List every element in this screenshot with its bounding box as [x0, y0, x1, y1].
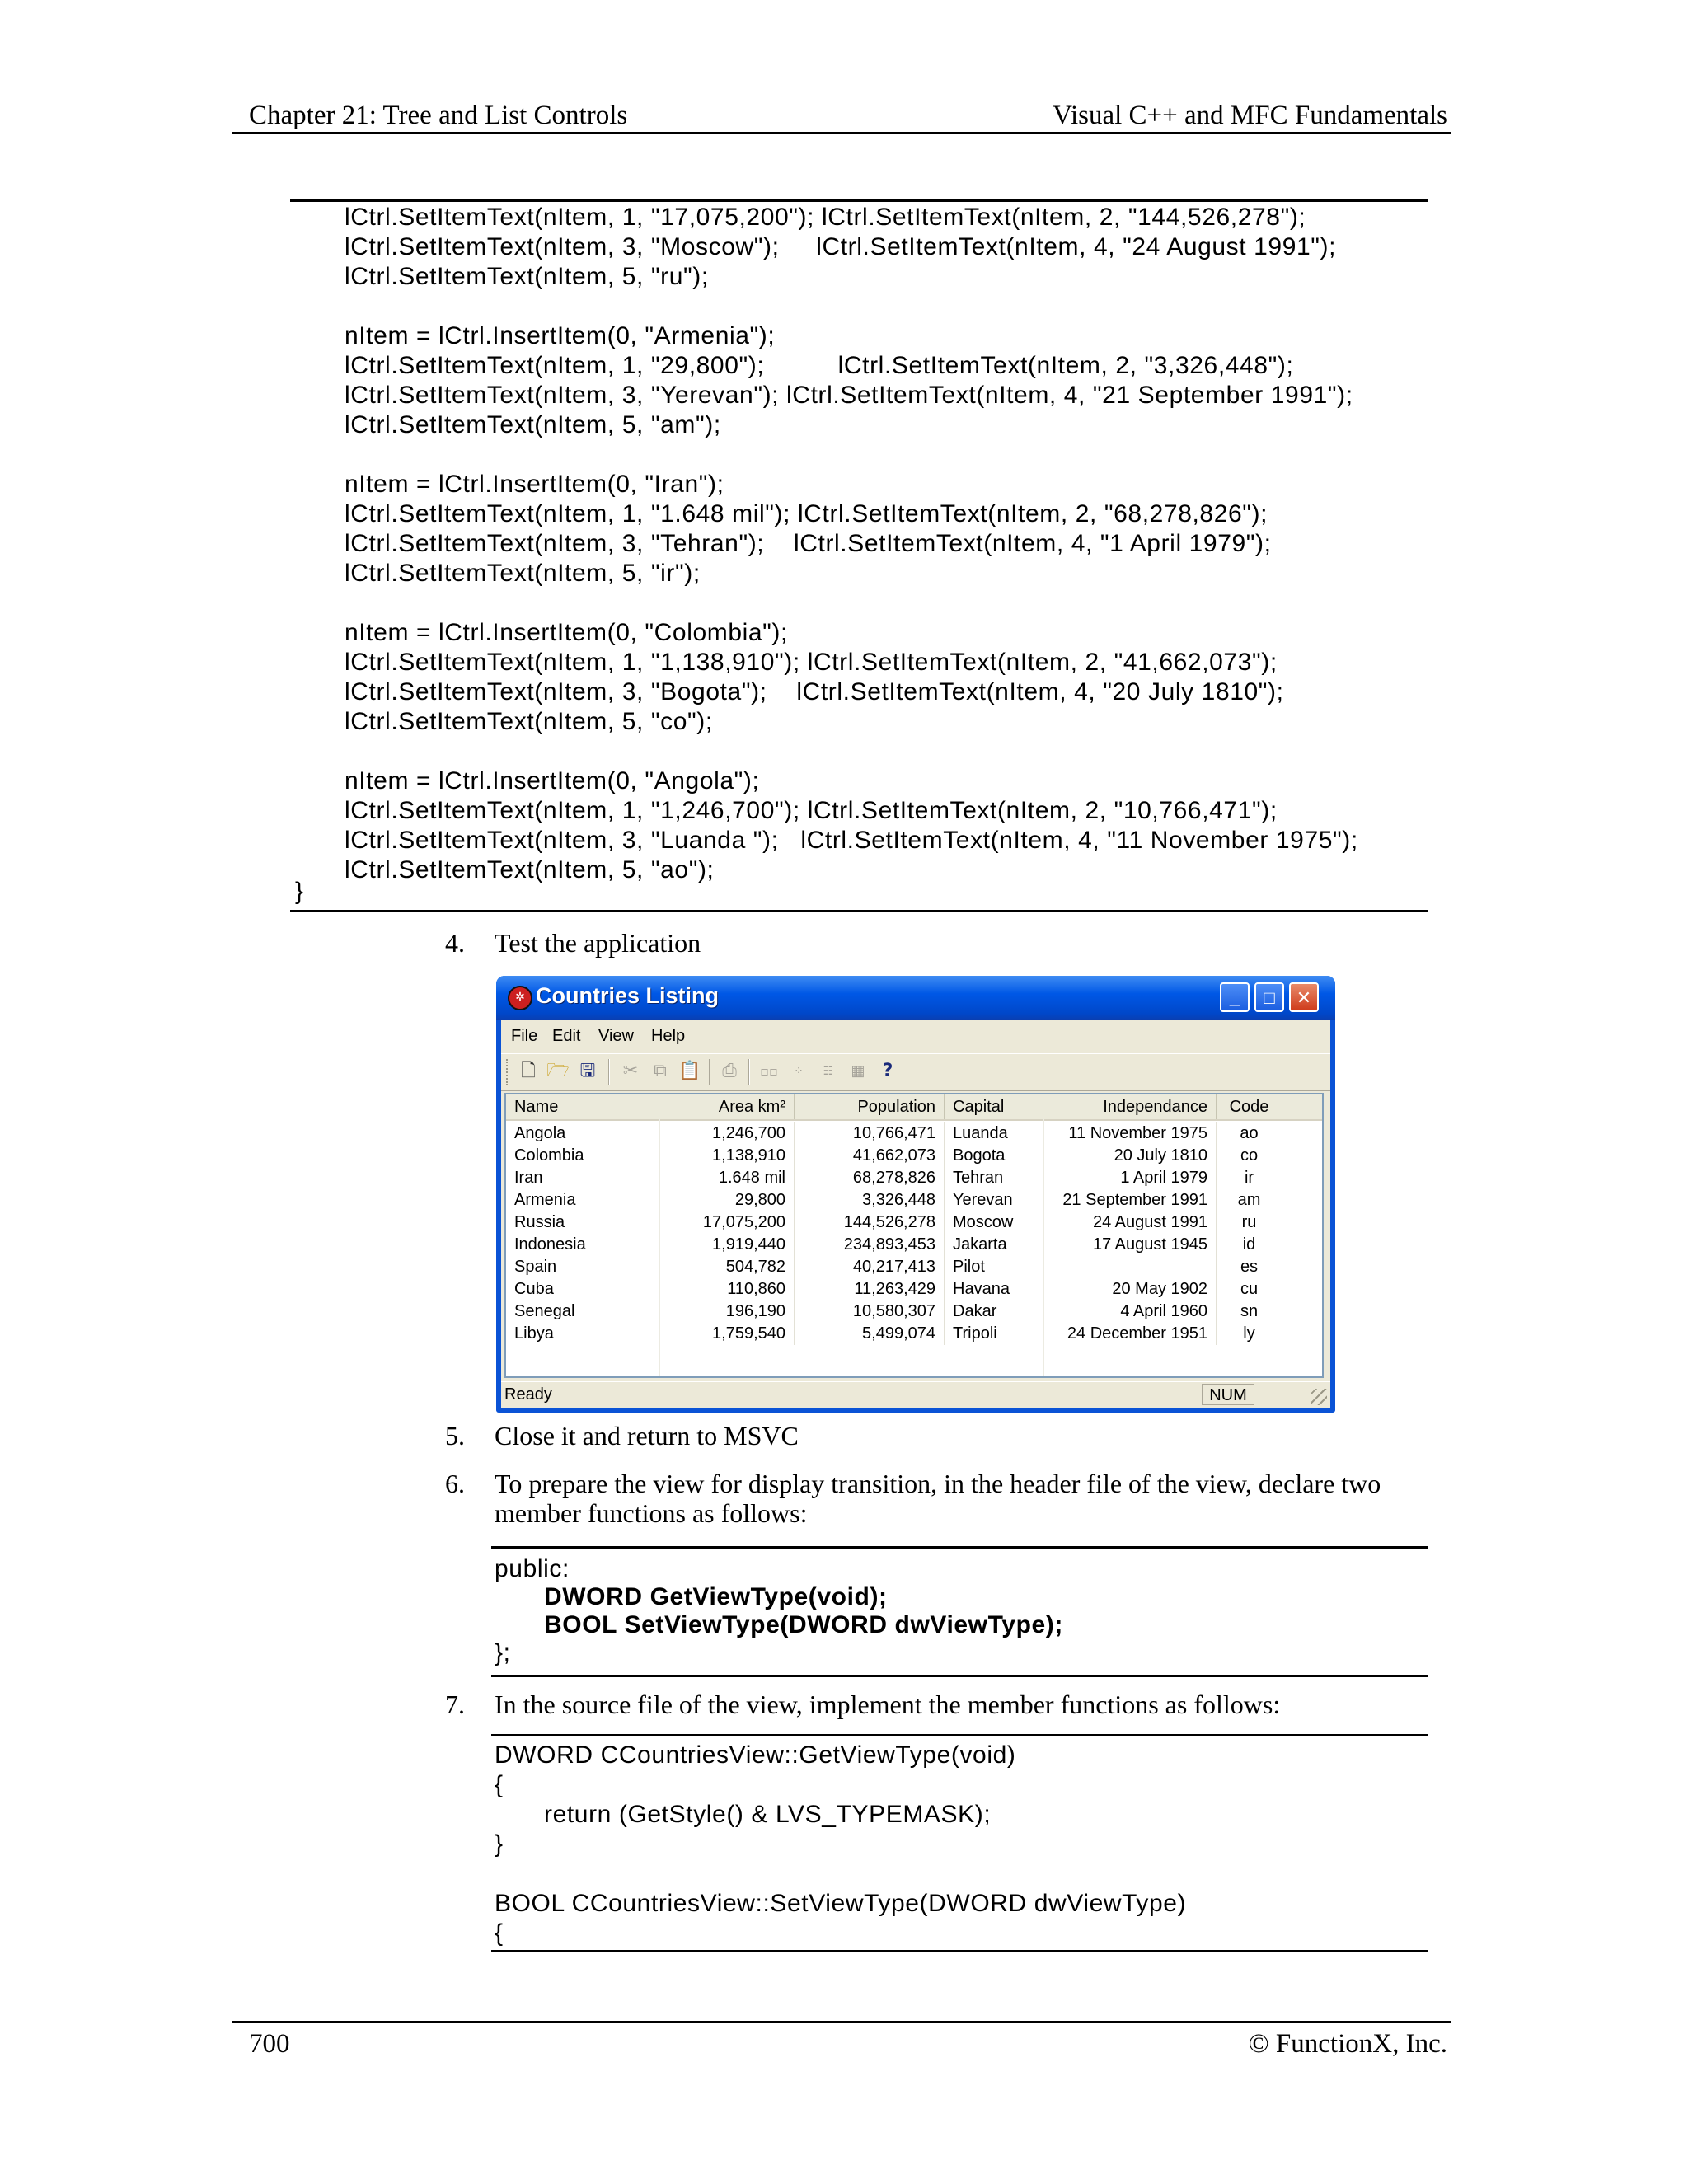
status-num-indicator: NUM	[1202, 1384, 1254, 1405]
list-cell: 196,190	[659, 1301, 795, 1323]
toolbar-grip[interactable]	[506, 1059, 510, 1085]
header-rule	[232, 132, 1451, 134]
step-number: 4.	[445, 928, 465, 958]
list-cell: ir	[1217, 1167, 1282, 1189]
copyright: © FunctionX, Inc.	[1248, 2029, 1447, 2059]
step-text-continued: member functions as follows:	[495, 1498, 808, 1528]
new-icon[interactable]: 🗋	[521, 1061, 536, 1081]
list-cell: sn	[1217, 1301, 1282, 1323]
list-cell: 20 July 1810	[1043, 1145, 1217, 1167]
code-line: {	[495, 1771, 504, 1798]
window-title: Countries Listing	[536, 983, 719, 1008]
code-line: lCtrl.SetItemText(nItem, 3, "Tehran"); lCtrl.SetItemText(nItem, 4, "1 April 1979");	[345, 530, 1272, 557]
save-icon[interactable]: 🖫	[579, 1061, 596, 1081]
code-block-top-rule	[491, 1546, 1428, 1549]
menu-bar	[501, 1020, 1330, 1052]
close-button[interactable]: ✕	[1289, 982, 1319, 1012]
code-line: DWORD GetViewType(void);	[544, 1583, 888, 1610]
list-cell: Luanda	[945, 1122, 1043, 1145]
code-line: lCtrl.SetItemText(nItem, 3, "Moscow"); lCtrl.SetItemText(nItem, 4, "24 August 1991");	[345, 233, 1337, 260]
details-icon[interactable]: ▦	[851, 1062, 865, 1080]
step-text: To prepare the view for display transition, in the header file of the view, declare two	[495, 1469, 1381, 1498]
code-line: lCtrl.SetItemText(nItem, 3, "Yerevan"); lCtrl.SetItemText(nItem, 4, "21 September 1991");	[345, 382, 1353, 409]
menu-view[interactable]: View	[598, 1027, 634, 1045]
list-cell: 1 April 1979	[1043, 1167, 1217, 1189]
resize-grip-icon[interactable]	[1311, 1389, 1327, 1405]
menu-edit[interactable]: Edit	[552, 1027, 581, 1045]
list-cell: ly	[1217, 1323, 1282, 1345]
list-cell: 41,662,073	[795, 1145, 945, 1167]
list-cell: 1,246,700	[659, 1122, 795, 1145]
list-cell: 40,217,413	[795, 1256, 945, 1278]
list-cell: es	[1217, 1256, 1282, 1278]
code-line: }	[495, 1830, 504, 1858]
list-cell: 11,263,429	[795, 1278, 945, 1301]
countries-list-view[interactable]	[504, 1093, 1324, 1378]
list-cell: 234,893,453	[795, 1234, 945, 1256]
code-block-declarations	[495, 1554, 1426, 1673]
code-line: lCtrl.SetItemText(nItem, 1, "1.648 mil"); lCtrl.SetItemText(nItem, 2, "68,278,826");	[345, 500, 1268, 527]
list-cell: Russia	[506, 1212, 659, 1234]
code-line: lCtrl.SetItemText(nItem, 5, "co");	[345, 708, 713, 735]
list-cell: 10,766,471	[795, 1122, 945, 1145]
column-header-0[interactable]: Name	[506, 1094, 659, 1119]
list-cell: 3,326,448	[795, 1189, 945, 1212]
code-line: };	[495, 1639, 511, 1666]
list-cell: 17,075,200	[659, 1212, 795, 1234]
list-icon[interactable]: ☷	[823, 1065, 834, 1078]
list-cell: Libya	[506, 1323, 659, 1345]
list-cell: Tehran	[945, 1167, 1043, 1189]
list-cell: Yerevan	[945, 1189, 1043, 1212]
list-cell: Bogota	[945, 1145, 1043, 1167]
code-line: {	[495, 1919, 504, 1947]
code-line: nItem = lCtrl.InsertItem(0, "Iran");	[345, 471, 724, 498]
toolbar	[501, 1053, 1330, 1091]
list-cell: 4 April 1960	[1043, 1301, 1217, 1323]
list-cell: Indonesia	[506, 1234, 659, 1256]
list-cell: 21 September 1991	[1043, 1189, 1217, 1212]
status-bar	[501, 1381, 1330, 1408]
code-line: nItem = lCtrl.InsertItem(0, "Colombia");	[345, 619, 788, 646]
running-header-book-title: Visual C++ and MFC Fundamentals	[1053, 101, 1447, 130]
list-cell: 20 May 1902	[1043, 1278, 1217, 1301]
menu-file[interactable]: File	[511, 1027, 538, 1045]
step-number: 5.	[445, 1421, 465, 1451]
code-line: lCtrl.SetItemText(nItem, 1, "1,246,700"); lCtrl.SetItemText(nItem, 2, "10,766,471");	[345, 797, 1278, 824]
step-4	[445, 928, 1434, 961]
list-cell: 11 November 1975	[1043, 1122, 1217, 1145]
code-line: lCtrl.SetItemText(nItem, 1, "29,800"); lCtrl.SetItemText(nItem, 2, "3,326,448");	[345, 352, 1294, 379]
copy-icon[interactable]: ⧉	[654, 1061, 667, 1081]
list-cell	[1043, 1256, 1217, 1278]
list-cell: 24 August 1991	[1043, 1212, 1217, 1234]
toolbar-separator	[709, 1059, 710, 1085]
list-cell: 144,526,278	[795, 1212, 945, 1234]
step-5	[445, 1421, 1434, 1454]
list-cell: 10,580,307	[795, 1301, 945, 1323]
cut-icon[interactable]: ✂	[622, 1061, 639, 1081]
large-icons-icon[interactable]: ▫▫	[760, 1063, 778, 1079]
toolbar-separator	[748, 1059, 750, 1085]
list-cell: 1,138,910	[659, 1145, 795, 1167]
list-row[interactable]	[506, 1256, 1322, 1278]
print-icon[interactable]: ⎙	[722, 1061, 737, 1081]
list-cell: Colombia	[506, 1145, 659, 1167]
running-header-chapter: Chapter 21: Tree and List Controls	[249, 101, 628, 130]
list-cell: 29,800	[659, 1189, 795, 1212]
list-cell: 1,919,440	[659, 1234, 795, 1256]
code-line: BOOL CCountriesView::SetViewType(DWORD dwViewType)	[495, 1890, 1187, 1917]
list-cell: Armenia	[506, 1189, 659, 1212]
list-cell: Senegal	[506, 1301, 659, 1323]
code-line: return (GetStyle() & LVS_TYPEMASK);	[544, 1801, 992, 1828]
list-cell: 504,782	[659, 1256, 795, 1278]
list-cell: Tripoli	[945, 1323, 1043, 1345]
column-header-1[interactable]: Area km²	[659, 1094, 795, 1119]
paste-icon[interactable]: 📋	[678, 1061, 701, 1081]
step-number: 6.	[445, 1469, 465, 1498]
list-row[interactable]	[506, 1212, 1322, 1234]
list-header	[506, 1094, 1322, 1121]
code-block-implementation	[495, 1741, 1426, 1950]
step-text: In the source file of the view, implement the member functions as follows:	[495, 1690, 1281, 1719]
code-line: DWORD CCountriesView::GetViewType(void)	[495, 1741, 1016, 1769]
open-icon[interactable]: 🗁	[546, 1061, 570, 1081]
list-cell: cu	[1217, 1278, 1282, 1301]
code-line: lCtrl.SetItemText(nItem, 1, "17,075,200"); lCtrl.SetItemText(nItem, 2, "144,526,278");	[345, 204, 1306, 231]
list-cell: id	[1217, 1234, 1282, 1256]
code-line: nItem = lCtrl.InsertItem(0, "Armenia");	[345, 322, 776, 349]
step-6	[445, 1469, 1451, 1535]
list-row[interactable]	[506, 1323, 1322, 1345]
list-cell: Moscow	[945, 1212, 1043, 1234]
minimize-button[interactable]: _	[1220, 982, 1250, 1012]
column-header-2[interactable]: Population	[795, 1094, 945, 1119]
code-block-bottom-rule	[491, 1950, 1428, 1952]
list-cell: 17 August 1945	[1043, 1234, 1217, 1256]
code-line: BOOL SetViewType(DWORD dwViewType);	[544, 1611, 1063, 1638]
step-7	[445, 1690, 1434, 1722]
list-row[interactable]	[506, 1278, 1322, 1301]
list-row[interactable]	[506, 1234, 1322, 1256]
list-cell: ao	[1217, 1122, 1282, 1145]
maximize-button[interactable]: □	[1254, 982, 1284, 1012]
step-text: Close it and return to MSVC	[495, 1421, 799, 1451]
small-icons-icon[interactable]: ⁘	[794, 1065, 804, 1078]
toolbar-separator	[608, 1059, 610, 1085]
code-block-top-rule	[290, 199, 1428, 202]
code-block-bottom-rule	[290, 910, 1428, 912]
code-line: lCtrl.SetItemText(nItem, 5, "ir");	[345, 560, 701, 587]
list-cell: Cuba	[506, 1278, 659, 1301]
menu-help[interactable]: Help	[651, 1027, 686, 1045]
code-line: lCtrl.SetItemText(nItem, 5, "ao");	[345, 856, 715, 883]
list-cell: Jakarta	[945, 1234, 1043, 1256]
footer-rule	[232, 2021, 1451, 2023]
list-row[interactable]	[506, 1189, 1322, 1212]
page-number: 700	[249, 2029, 290, 2059]
status-text: Ready	[504, 1385, 552, 1404]
list-cell: co	[1217, 1145, 1282, 1167]
list-row[interactable]	[506, 1301, 1322, 1323]
list-cell: Dakar	[945, 1301, 1043, 1323]
step-number: 7.	[445, 1690, 465, 1719]
list-cell: am	[1217, 1189, 1282, 1212]
code-block-bottom-rule	[491, 1675, 1428, 1677]
code-line: lCtrl.SetItemText(nItem, 5, "am");	[345, 411, 721, 438]
list-cell: 68,278,826	[795, 1167, 945, 1189]
code-line: lCtrl.SetItemText(nItem, 3, "Luanda "); lCtrl.SetItemText(nItem, 4, "11 November 1975");	[345, 827, 1358, 854]
list-cell: Havana	[945, 1278, 1043, 1301]
list-row[interactable]	[506, 1167, 1322, 1189]
list-cell: Pilot	[945, 1256, 1043, 1278]
window-client-area	[501, 1020, 1330, 1408]
list-row[interactable]	[506, 1122, 1322, 1145]
list-cell: 1,759,540	[659, 1323, 795, 1345]
countries-listing-window	[496, 976, 1335, 1413]
list-cell: Angola	[506, 1122, 659, 1145]
code-line: lCtrl.SetItemText(nItem, 1, "1,138,910"); lCtrl.SetItemText(nItem, 2, "41,662,073");	[345, 649, 1278, 676]
list-cell: 110,860	[659, 1278, 795, 1301]
list-cell: 5,499,074	[795, 1323, 945, 1345]
list-cell: ru	[1217, 1212, 1282, 1234]
help-icon[interactable]: ?	[882, 1061, 893, 1081]
code-line: public:	[495, 1555, 570, 1582]
app-icon[interactable]: ✲	[508, 986, 532, 1010]
list-cell: 24 December 1951	[1043, 1323, 1217, 1345]
code-closing-brace: }	[295, 878, 304, 905]
list-row[interactable]	[506, 1145, 1322, 1167]
title-bar[interactable]	[496, 976, 1335, 1020]
code-block-top-rule	[491, 1734, 1428, 1736]
code-line: nItem = lCtrl.InsertItem(0, "Angola");	[345, 767, 760, 794]
list-cell: Spain	[506, 1256, 659, 1278]
list-cell: Iran	[506, 1167, 659, 1189]
column-header-3[interactable]: Capital	[945, 1094, 1043, 1119]
step-text: Test the application	[495, 928, 701, 958]
list-cell: 1.648 mil	[659, 1167, 795, 1189]
code-line: lCtrl.SetItemText(nItem, 5, "ru");	[345, 263, 709, 290]
column-header-4[interactable]: Independance	[1043, 1094, 1217, 1119]
code-block-list-inserts	[345, 203, 1432, 895]
code-line: lCtrl.SetItemText(nItem, 3, "Bogota"); lCtrl.SetItemText(nItem, 4, "20 July 1810");	[345, 678, 1284, 705]
column-header-5[interactable]: Code	[1217, 1094, 1282, 1119]
